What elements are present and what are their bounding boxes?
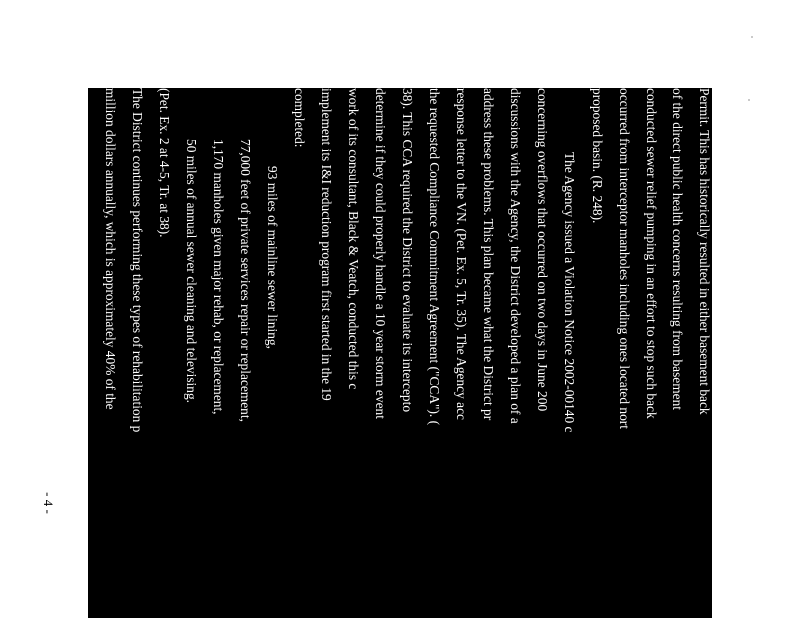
text-line: million dollars annually, which is approximately 40% of the — [103, 88, 118, 410]
scan-speck — [751, 36, 753, 38]
list-item: 93 miles of mainline sewer lining, — [265, 166, 280, 349]
text-line: work of its consultant, Black & Veatch, conducted this c — [346, 88, 361, 390]
text-line: the requested Compliance Commitment Agreement ("CCA"). ( — [427, 88, 442, 426]
list-item: 77,000 feet of private services repair or replacement, — [238, 139, 253, 422]
list-item: 50 miles of annual sewer cleaning and televising. — [184, 139, 199, 404]
text-line: determine if they could properly handle a 10 year storm event — [373, 88, 388, 419]
text-line: occurred from interceptor manholes including ones located nort — [617, 88, 632, 429]
text-line: (Pet. Ex. 2 at 4-5, Tr. at 38). — [157, 88, 172, 238]
page-number: - 4 - — [41, 492, 56, 514]
text-line: proposed basin. (R. 248). — [590, 88, 605, 224]
text-line: Permit. This has historically resulted in either basement back — [697, 88, 712, 415]
text-line: 38). This CCA required the District to evaluate its intercepto — [400, 88, 415, 413]
text-line: completed: — [292, 88, 307, 148]
text-line: conducted sewer relief pumping in an effort to stop such back — [644, 88, 659, 419]
text-line: discussions with the Agency, the District developed a plan of a — [508, 88, 523, 424]
text-line: concerning overflows that occurred on two days in June 200 — [535, 88, 550, 412]
text-line: of the direct public health concerns resulting from basement — [670, 88, 685, 411]
list-item: 1,170 manholes given major rehab, or replacement, — [211, 139, 226, 415]
text-line: The Agency issued a Violation Notice 2002-00140 c — [562, 152, 577, 433]
text-line: address these problems. This plan became what the District pr — [481, 88, 496, 421]
text-line: The District continues performing these types of rehabilitation p — [130, 88, 145, 433]
text-line: implement its I&I reduction program first started in the 19 — [319, 88, 334, 401]
scan-speck — [748, 99, 750, 101]
document-text-block — [88, 88, 712, 618]
text-line: response letter to the VN. (Pet. Ex. 5, Tr. 35). The Agency acc — [454, 88, 469, 420]
rotated-text — [88, 88, 712, 618]
